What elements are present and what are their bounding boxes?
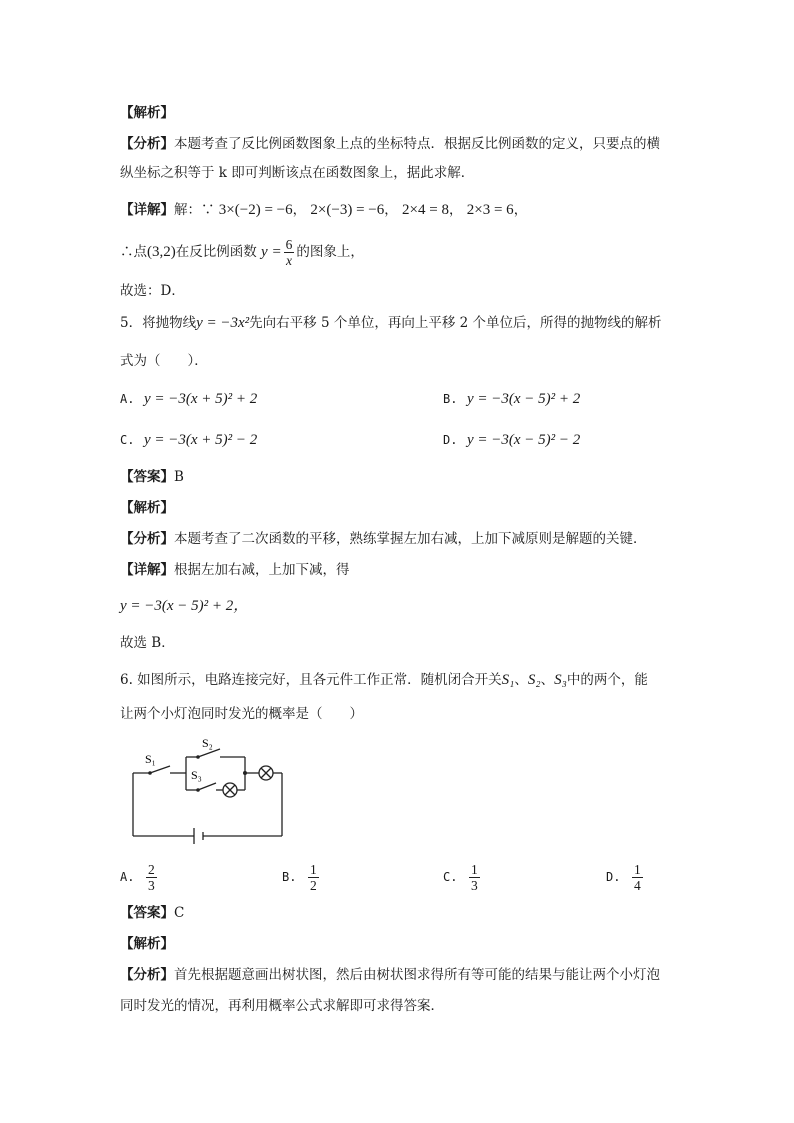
q4-xiangjie-line xyxy=(120,200,527,220)
option-label: D. xyxy=(443,433,458,447)
option-expr: y = −3(x − 5)² + 2 xyxy=(467,391,581,407)
fenxi-label: 【分析】 xyxy=(120,967,174,983)
stem-pre: 5．将抛物线 xyxy=(120,315,197,331)
q6-option-d xyxy=(606,860,645,894)
q4-fenxi-line2: 纵坐标之积等于 k 即可判断该点在函数图象上，据此求解． xyxy=(120,165,475,181)
stem-post: 先向右平移 5 个单位，再向上平移 2 个单位后，所得的抛物线的解析 xyxy=(249,315,662,331)
calc-4: 2×3 = 6 xyxy=(466,202,514,218)
switch-s2-blade xyxy=(198,749,220,757)
q5-option-a xyxy=(120,389,257,409)
stem-post: 中的两个，能 xyxy=(566,672,648,688)
separator: 、 xyxy=(540,672,555,688)
therefore-text: ∴点 xyxy=(120,244,147,260)
q5-jiexi-heading: 【解析】 xyxy=(120,500,174,516)
calc-1: 3×(−2) = −6 xyxy=(218,202,293,218)
q5-xiangjie xyxy=(120,560,350,580)
q5-fenxi xyxy=(120,529,647,549)
q4-therefore-line xyxy=(120,232,364,272)
q4-jiexi-heading: 【解析】 xyxy=(120,105,174,121)
option-label: A. xyxy=(120,870,135,884)
xiangjie-label: 【详解】 xyxy=(120,202,174,218)
answer-value: C xyxy=(174,905,185,921)
q5-result-expr: y = −3(x − 5)² + 2， xyxy=(120,598,249,614)
q5-answer xyxy=(120,467,184,487)
stem-pre: 6. 如图所示，电路连接完好，且各元件工作正常．随机闭合开关 xyxy=(120,672,502,688)
q4-choose: 故选：D． xyxy=(120,283,185,299)
label-s1: S₁ xyxy=(145,752,156,766)
switch-s1-text: S₁ xyxy=(501,672,515,688)
switch-s1-blade xyxy=(150,766,170,773)
calc-2: 2×(−3) = −6 xyxy=(310,202,385,218)
q6-fenxi-line2: 同时发光的情况，再利用概率公式求解即可求得答案． xyxy=(120,998,444,1014)
fraction-6-over-x: $\frac{6}{x}$ xyxy=(285,237,293,268)
q4-fenxi-line1 xyxy=(120,134,660,154)
option-label: B. xyxy=(443,392,458,406)
answer-label: 【答案】 xyxy=(120,905,174,921)
q6-jiexi-heading: 【解析】 xyxy=(120,936,174,952)
label-s2: S₂ xyxy=(202,736,213,750)
option-expr: y = −3(x + 5)² − 2 xyxy=(144,432,258,448)
calc-3: 2×4 = 8 xyxy=(402,202,449,218)
fenxi-label: 【分析】 xyxy=(120,136,174,152)
option-fraction: $\frac{2}{3}$ xyxy=(148,862,155,893)
q5-stem-line2: 式为（ ）． xyxy=(120,353,208,369)
switch-s3-blade xyxy=(198,783,216,790)
q5-option-c xyxy=(120,430,257,450)
fenxi-text: 首先根据题意画出树状图，然后由树状图求得所有等可能的结果与能让两个小灯泡 xyxy=(174,967,660,983)
circuit-diagram xyxy=(128,735,298,845)
option-label: D. xyxy=(606,870,621,884)
q6-stem-line1 xyxy=(120,670,648,690)
q5-choose: 故选 B． xyxy=(120,635,175,651)
q6-option-b xyxy=(282,860,321,894)
q6-stem-line2: 让两个小灯泡同时发光的概率是（ ） xyxy=(120,706,363,722)
q5-option-b xyxy=(443,389,580,409)
y-equals: y = xyxy=(261,244,282,260)
answer-label: 【答案】 xyxy=(120,469,174,485)
xiangjie-label: 【详解】 xyxy=(120,562,174,578)
separator: ， xyxy=(448,202,463,218)
q5-stem-line1 xyxy=(120,313,662,333)
q6-option-c xyxy=(443,860,482,894)
switch-s2-pivot xyxy=(196,755,200,759)
fenxi-text: 本题考查了二次函数的平移，熟练掌握左加右减，上加下减原则是解题的关键． xyxy=(174,531,647,547)
separator: ， xyxy=(292,202,307,218)
q6-fenxi-line1 xyxy=(120,965,660,985)
switch-s1-pivot xyxy=(148,771,152,775)
point: (3,2) xyxy=(147,244,176,260)
xiangjie-text: 解：∵ xyxy=(174,202,215,218)
parabola-expr: y = −3x² xyxy=(196,315,250,331)
answer-value: B xyxy=(174,469,184,485)
option-expr: y = −3(x + 5)² + 2 xyxy=(144,391,258,407)
q6-option-a xyxy=(120,860,159,894)
option-label: C. xyxy=(120,433,135,447)
q5-option-d xyxy=(443,430,580,450)
switch-s3-pivot xyxy=(196,788,200,792)
q6-answer xyxy=(120,903,184,923)
option-expr: y = −3(x − 5)² − 2 xyxy=(467,432,581,448)
option-label: C. xyxy=(443,870,458,884)
fenxi-text: 本题考查了反比例函数图象上点的坐标特点．根据反比例函数的定义，只要点的横 xyxy=(174,136,660,152)
option-fraction: $\frac{1}{3}$ xyxy=(471,862,478,893)
therefore-post: 的图象上， xyxy=(296,244,364,260)
switch-s2-text: S₂ xyxy=(527,672,541,688)
option-label: A. xyxy=(120,392,135,406)
therefore-mid: 在反比例函数 xyxy=(175,244,257,260)
switch-s3-text: S₃ xyxy=(554,672,567,688)
xiangjie-text: 根据左加右减，上加下减，得 xyxy=(174,562,350,578)
separator: ， xyxy=(384,202,398,218)
option-fraction: $\frac{1}{4}$ xyxy=(634,862,641,893)
separator: 、 xyxy=(514,672,528,688)
option-label: B. xyxy=(282,870,297,884)
junction-dot xyxy=(243,771,247,775)
fenxi-label: 【分析】 xyxy=(120,531,174,547)
label-s3: S₃ xyxy=(191,768,202,782)
option-fraction: $\frac{1}{2}$ xyxy=(310,862,317,893)
separator: ， xyxy=(513,202,528,218)
